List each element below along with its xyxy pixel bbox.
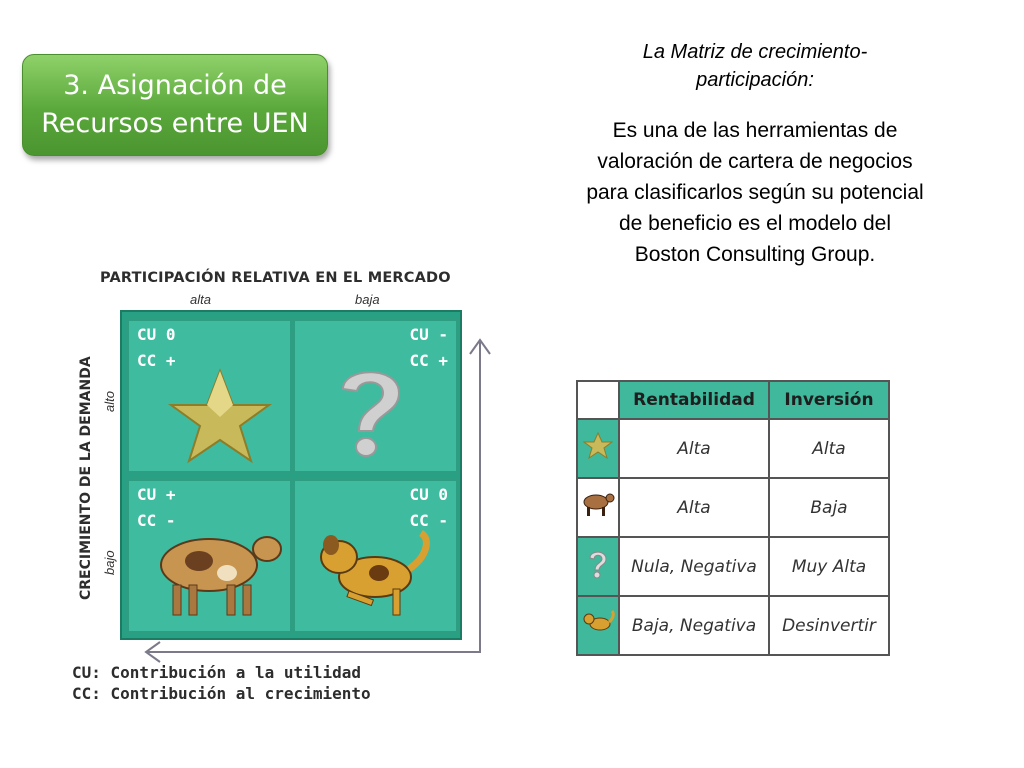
- matrix-cell-dog: [292, 478, 459, 634]
- star-icon: [583, 432, 613, 460]
- dog-icon: [309, 527, 439, 627]
- matrix-x-axis-title: PARTICIPACIÓN RELATIVA EN EL MERCADO: [100, 270, 451, 286]
- title-line-2: Recursos entre UEN: [41, 108, 309, 139]
- body-line: valoración de cartera de negocios: [597, 150, 913, 173]
- matrix-cell-cow: [126, 478, 293, 634]
- table-header-rentabilidad: Rentabilidad: [619, 381, 769, 419]
- cell-cc: CC -: [409, 511, 448, 530]
- cell-cu: CU +: [137, 485, 176, 504]
- star-icon: [165, 367, 275, 467]
- table-header-row: [577, 381, 889, 419]
- dog-icon: [581, 609, 615, 637]
- legend-cc: CC: Contribución al crecimiento: [72, 684, 371, 703]
- table-cell-rent: Alta: [619, 419, 769, 478]
- cell-cu: CU 0: [137, 325, 176, 344]
- table-row-icon: [577, 478, 619, 537]
- table-cell-inv: Alta: [769, 419, 889, 478]
- row-label-low: bajo: [102, 550, 117, 575]
- cell-cu: CU -: [409, 325, 448, 344]
- cell-cc: CC +: [409, 351, 448, 370]
- column-label-low: baja: [355, 292, 380, 307]
- cow-icon: [581, 491, 615, 519]
- matrix-y-axis-title: CRECIMIENTO DE LA DEMANDA: [78, 356, 94, 600]
- row-label-high: alto: [102, 391, 117, 412]
- table-row: [577, 596, 889, 655]
- heading-line-2: participación:: [696, 69, 814, 91]
- matrix-cell-question: [292, 318, 459, 474]
- table-cell-inv: Baja: [769, 478, 889, 537]
- bcg-matrix: [120, 310, 462, 640]
- matrix-cell-star: [126, 318, 293, 474]
- matrix-legend: [72, 662, 371, 704]
- table-header-blank: [577, 381, 619, 419]
- question-icon: [586, 549, 610, 579]
- table-header-inversion: Inversión: [769, 381, 889, 419]
- heading: [560, 38, 950, 94]
- table-row: [577, 419, 889, 478]
- table-row-icon: [577, 419, 619, 478]
- table-cell-inv: Muy Alta: [769, 537, 889, 596]
- table-row-icon: [577, 537, 619, 596]
- table-cell-rent: Baja, Negativa: [619, 596, 769, 655]
- table-row: [577, 537, 889, 596]
- table-cell-rent: Nula, Negativa: [619, 537, 769, 596]
- cell-cu: CU 0: [409, 485, 448, 504]
- table-cell-rent: Alta: [619, 478, 769, 537]
- bcg-summary-table: [576, 380, 890, 656]
- section-title-badge: [22, 54, 328, 156]
- cow-icon: [149, 525, 289, 625]
- table-cell-inv: Desinvertir: [769, 596, 889, 655]
- body-line: Boston Consulting Group.: [634, 243, 876, 266]
- legend-cu: CU: Contribución a la utilidad: [72, 663, 361, 682]
- body-line: de beneficio es el modelo del: [618, 212, 891, 235]
- cell-cc: CC -: [137, 511, 176, 530]
- body-line: para clasificarlos según su potencial: [586, 181, 924, 204]
- question-icon: [331, 361, 411, 461]
- table-row: [577, 478, 889, 537]
- title-line-1: 3. Asignación de: [63, 70, 287, 101]
- body-line: Es una de las herramientas de: [612, 119, 898, 142]
- body-paragraph: [540, 115, 970, 270]
- cell-cc: CC +: [137, 351, 176, 370]
- table-row-icon: [577, 596, 619, 655]
- heading-line-1: La Matriz de crecimiento-: [642, 41, 868, 63]
- column-label-high: alta: [190, 292, 211, 307]
